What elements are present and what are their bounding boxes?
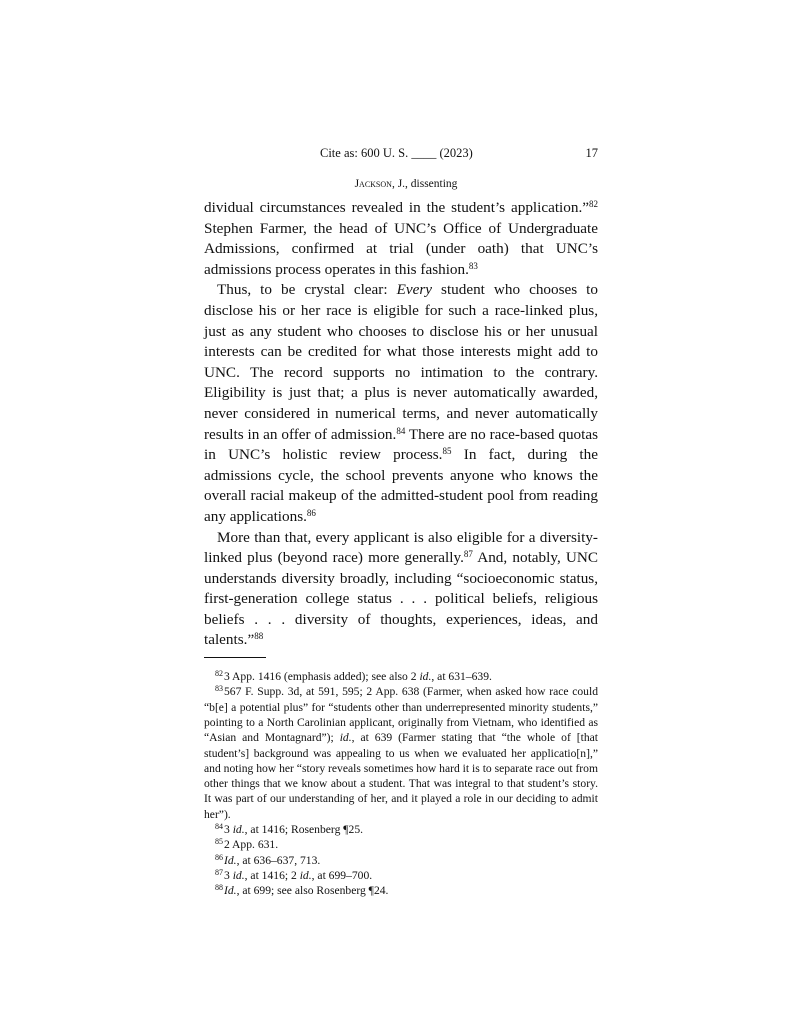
text: 567 F. Supp. 3d, at 591, 595; 2 App. 638 (Farmer, when asked how race could “b[e] a potential plus” for “students other than underrepresented minority students,” pointing to a North Carolinian applicant, originally from Vietnam, who identified as “Asian and Montagnard”); bbox=[204, 685, 598, 745]
author-name: Jackson bbox=[354, 178, 392, 190]
emphasis: Id. bbox=[224, 884, 237, 898]
text: , at 639 (Farmer stating that “the whole of [that student’s] background was appealing to us when we evaluated her applicatio[n],” and noting how her “story reveals sometimes how hard it is to separate race out from other things that we know about a student. That was integral to that student’s story. It was part of our understanding of her, and it played a role in our deciding to admit her”). bbox=[204, 731, 598, 821]
text: And, notably, UNC understands diversity broadly, including “socioeconomic status, first-generation college status . . . political beliefs, religious beliefs . . . diversity of thoughts, experiences, ideas, and talents.” bbox=[204, 549, 598, 649]
footnote-number: 83 bbox=[215, 684, 223, 694]
footnote-ref[interactable]: 84 bbox=[396, 425, 406, 436]
emphasis: id. bbox=[232, 823, 245, 837]
text: 2 App. 631. bbox=[224, 838, 279, 852]
footnotes bbox=[204, 669, 598, 898]
footnote-ref[interactable]: 83 bbox=[468, 260, 478, 271]
text: 3 App. 1416 (emphasis added); see also 2 bbox=[224, 670, 420, 684]
footnote-86 bbox=[204, 853, 598, 868]
emphasis: id. bbox=[232, 868, 245, 882]
footnote-83 bbox=[204, 684, 598, 822]
footnote-number: 86 bbox=[215, 852, 223, 862]
text: , at 699–700. bbox=[311, 868, 373, 882]
text: 3 bbox=[224, 868, 233, 882]
paragraph-1 bbox=[204, 198, 598, 280]
footnote-ref[interactable]: 86 bbox=[306, 507, 316, 518]
paragraph-2 bbox=[204, 280, 598, 527]
text: In fact, during the admissions cycle, the school prevents anyone who knows the overall racial makeup of the admitted-student pool from reading any applications. bbox=[204, 446, 598, 525]
footnote-84 bbox=[204, 822, 598, 837]
footnote-ref[interactable]: 88 bbox=[254, 631, 264, 642]
text: student who chooses to disclose his or her race is eligible for such a race-linked plus, just as any student who chooses to disclose his or her unusual interests can be credited for what those interests might add to UNC. The record supports no intimation to the contrary. Eligibility is just that; a plus is never automatically awarded, never considered in numerical terms, and never automatically results in an offer of admission. bbox=[204, 281, 598, 443]
footnote-ref[interactable]: 82 bbox=[589, 199, 598, 209]
paragraph-3 bbox=[204, 528, 598, 652]
text: , at 631–639. bbox=[431, 670, 492, 684]
footnote-number: 87 bbox=[215, 867, 223, 877]
text: 3 bbox=[224, 823, 233, 837]
page-number: 17 bbox=[585, 146, 598, 160]
text: Thus, to be crystal clear: bbox=[217, 281, 397, 299]
author-role: , J., dissenting bbox=[391, 178, 458, 190]
text: dividual circumstances revealed in the student’s application.” bbox=[204, 199, 589, 216]
footnote-85 bbox=[204, 837, 598, 852]
emphasis: Every bbox=[396, 281, 433, 299]
emphasis: id. bbox=[419, 670, 432, 684]
page-header bbox=[204, 146, 598, 166]
text: , at 636–637, 713. bbox=[236, 853, 321, 867]
footnote-ref[interactable]: 87 bbox=[463, 549, 473, 560]
footnote-ref[interactable]: 85 bbox=[442, 446, 452, 457]
footnote-number: 85 bbox=[215, 837, 223, 847]
text: , at 1416; 2 bbox=[244, 868, 300, 882]
footnote-divider bbox=[204, 657, 266, 658]
opinion-body bbox=[204, 198, 598, 651]
text: , at 1416; Rosenberg ¶25. bbox=[244, 823, 364, 837]
running-head bbox=[214, 178, 598, 190]
footnote-number: 88 bbox=[215, 883, 223, 893]
footnote-number: 82 bbox=[215, 669, 223, 679]
text: , at 699; see also Rosenberg ¶24. bbox=[236, 884, 389, 898]
text: There are no race-based quotas in UNC’s holistic review process. bbox=[204, 425, 599, 464]
footnote-87 bbox=[204, 868, 598, 883]
citation: Cite as: 600 U. S. ____ (2023) bbox=[320, 146, 473, 160]
emphasis: id. bbox=[299, 868, 312, 882]
text: Stephen Farmer, the head of UNC’s Office of Undergraduate Admissions, confirmed at trial (under oath) that UNC’s admissions process operates in this fashion. bbox=[204, 219, 598, 278]
emphasis: Id. bbox=[224, 853, 237, 867]
footnote-88 bbox=[204, 883, 598, 898]
opinion-page bbox=[204, 146, 598, 899]
footnote-number: 84 bbox=[215, 822, 223, 832]
emphasis: id. bbox=[339, 731, 352, 745]
footnote-82 bbox=[204, 669, 598, 684]
text: More than that, every applicant is also eligible for a diversity-linked plus (beyond race) more generally. bbox=[204, 528, 598, 567]
